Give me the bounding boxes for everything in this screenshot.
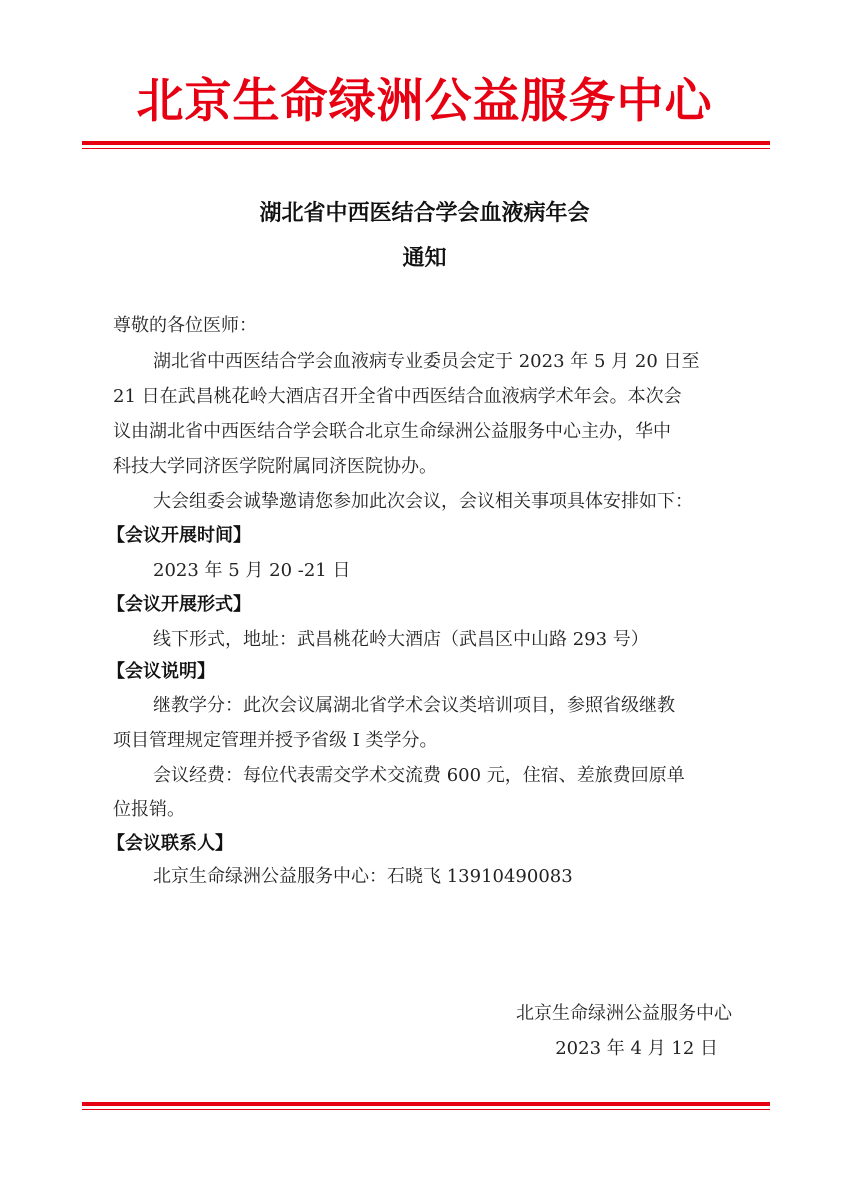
section-value-format: 线下形式，地址：武昌桃花岭大酒店（武昌区中山路 293 号） [153, 629, 649, 650]
footer-rule-thick [82, 1102, 770, 1106]
notes-fee-line: 位报销。 [113, 799, 185, 820]
section-heading-contact: 【会议联系人】 [107, 833, 233, 854]
notes-credit-line: 继教学分：此次会议属湖北省学术会议类培训项目，参照省级继教 [153, 695, 675, 716]
document-title: 湖北省中西医结合学会血液病年会 [259, 200, 590, 226]
org-header: 北京生命绿洲公益服务中心 [136, 74, 713, 129]
paragraph-line: 科技大学同济医学院附属同济医院协办。 [113, 456, 437, 477]
section-heading-format: 【会议开展形式】 [107, 594, 251, 615]
section-heading-time: 【会议开展时间】 [107, 525, 251, 546]
header-rule-thick [82, 141, 770, 145]
signature-date: 2023 年 4 月 12 日 [555, 1038, 718, 1059]
salutation: 尊敬的各位医师： [113, 315, 257, 336]
signature-organization: 北京生命绿洲公益服务中心 [516, 1003, 732, 1024]
footer-rule-thin [82, 1109, 770, 1110]
section-heading-notes: 【会议说明】 [107, 661, 215, 682]
notes-fee-line: 会议经费：每位代表需交学术交流费 600 元，住宿、差旅费回原单 [153, 765, 685, 786]
section-value-contact: 北京生命绿洲公益服务中心：石晓飞 13910490083 [153, 866, 573, 887]
section-value-time: 2023 年 5 月 20 -21 日 [153, 560, 351, 581]
paragraph-invitation: 大会组委会诚挚邀请您参加此次会议，会议相关事项具体安排如下： [153, 491, 693, 512]
paragraph-line: 湖北省中西医结合学会血液病专业委员会定于 2023 年 5 月 20 日至 [153, 351, 700, 372]
notes-credit-line: 项目管理规定管理并授予省级 I 类学分。 [113, 730, 438, 751]
paragraph-line: 21 日在武昌桃花岭大酒店召开全省中西医结合血液病学术年会。本次会 [113, 386, 682, 407]
document-subtitle: 通知 [402, 245, 447, 271]
paragraph-line: 议由湖北省中西医结合学会联合北京生命绿洲公益服务中心主办，华中 [113, 421, 671, 442]
header-rule-thin [82, 148, 770, 149]
